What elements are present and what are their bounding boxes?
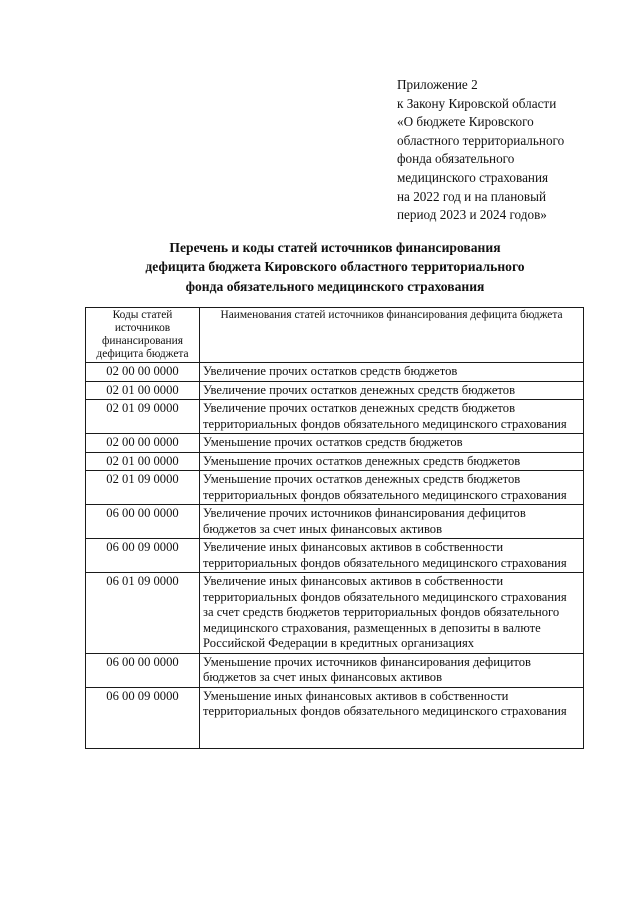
appendix-line: областного территориального [397,132,565,148]
row-code: 02 01 00 0000 [86,381,200,400]
row-code: 06 00 09 0000 [86,687,200,748]
row-code: 02 00 00 0000 [86,363,200,382]
header-codes: Коды статей источников финансирования дефицита бюджета [86,308,200,363]
row-code: 02 01 09 0000 [86,400,200,434]
title-line: фонда обязательного медицинского страхования [185,278,485,294]
row-code: 06 01 09 0000 [86,573,200,654]
appendix-line: к Закону Кировской области [397,95,557,111]
table-header-row [86,308,584,363]
table-row [86,687,584,748]
appendix-line: Приложение 2 [397,77,478,92]
appendix-line: «О бюджете Кировского [397,114,534,130]
title-line: Перечень и коды статей источников финансирования [169,240,501,255]
row-code: 06 00 00 0000 [86,653,200,687]
row-name: Уменьшение прочих остатков денежных средств бюджетов территориальных фондов обязательного медицинского страхования [200,471,584,505]
row-code: 06 00 09 0000 [86,539,200,573]
appendix-line: медицинского страхования [397,169,549,185]
title-line: дефицита бюджета Кировского областного территориального [145,259,525,275]
row-name: Увеличение иных финансовых активов в собственности территориальных фондов обязательного медицинского страхования [200,539,584,573]
row-name: Уменьшение иных финансовых активов в собственности территориальных фондов обязательного медицинского страхования [200,687,584,748]
row-name: Уменьшение прочих остатков средств бюджетов [200,434,584,453]
header-names: Наименования статей источников финансирования дефицита бюджета [200,308,584,363]
table-row [86,434,584,453]
row-name: Увеличение прочих остатков денежных средств бюджетов [200,381,584,400]
sources-table [85,307,584,749]
table-row [86,653,584,687]
row-name: Увеличение прочих источников финансирования дефицитов бюджетов за счет иных финансовых активов [200,505,584,539]
table-row [86,505,584,539]
table-row [86,539,584,573]
table-row [86,452,584,471]
appendix-note [397,76,622,225]
table-row [86,400,584,434]
appendix-line: фонда обязательного [397,151,515,167]
table-row [86,471,584,505]
table-row [86,363,584,382]
table-row [86,573,584,654]
appendix-line: период 2023 и 2024 годов» [397,207,547,223]
row-name: Уменьшение прочих источников финансирования дефицитов бюджетов за счет иных финансовых активов [200,653,584,687]
row-code: 06 00 00 0000 [86,505,200,539]
row-name: Увеличение прочих остатков денежных средств бюджетов территориальных фондов обязательного медицинского страхования [200,400,584,434]
table-row [86,381,584,400]
row-code: 02 01 00 0000 [86,452,200,471]
row-name: Увеличение иных финансовых активов в собственности территориальных фондов обязательного медицинского страхования за счет средств бюджетов территориальных фондов обязательного медицинского страхования, размещенных в депозиты в валюте Российской Федерации в кредитных организациях [200,573,584,654]
row-name: Увеличение прочих остатков средств бюджетов [200,363,584,382]
row-name: Уменьшение прочих остатков денежных средств бюджетов [200,452,584,471]
row-code: 02 00 00 0000 [86,434,200,453]
document-title [70,238,600,296]
appendix-line: на 2022 год и на плановый [397,188,547,204]
row-code: 02 01 09 0000 [86,471,200,505]
